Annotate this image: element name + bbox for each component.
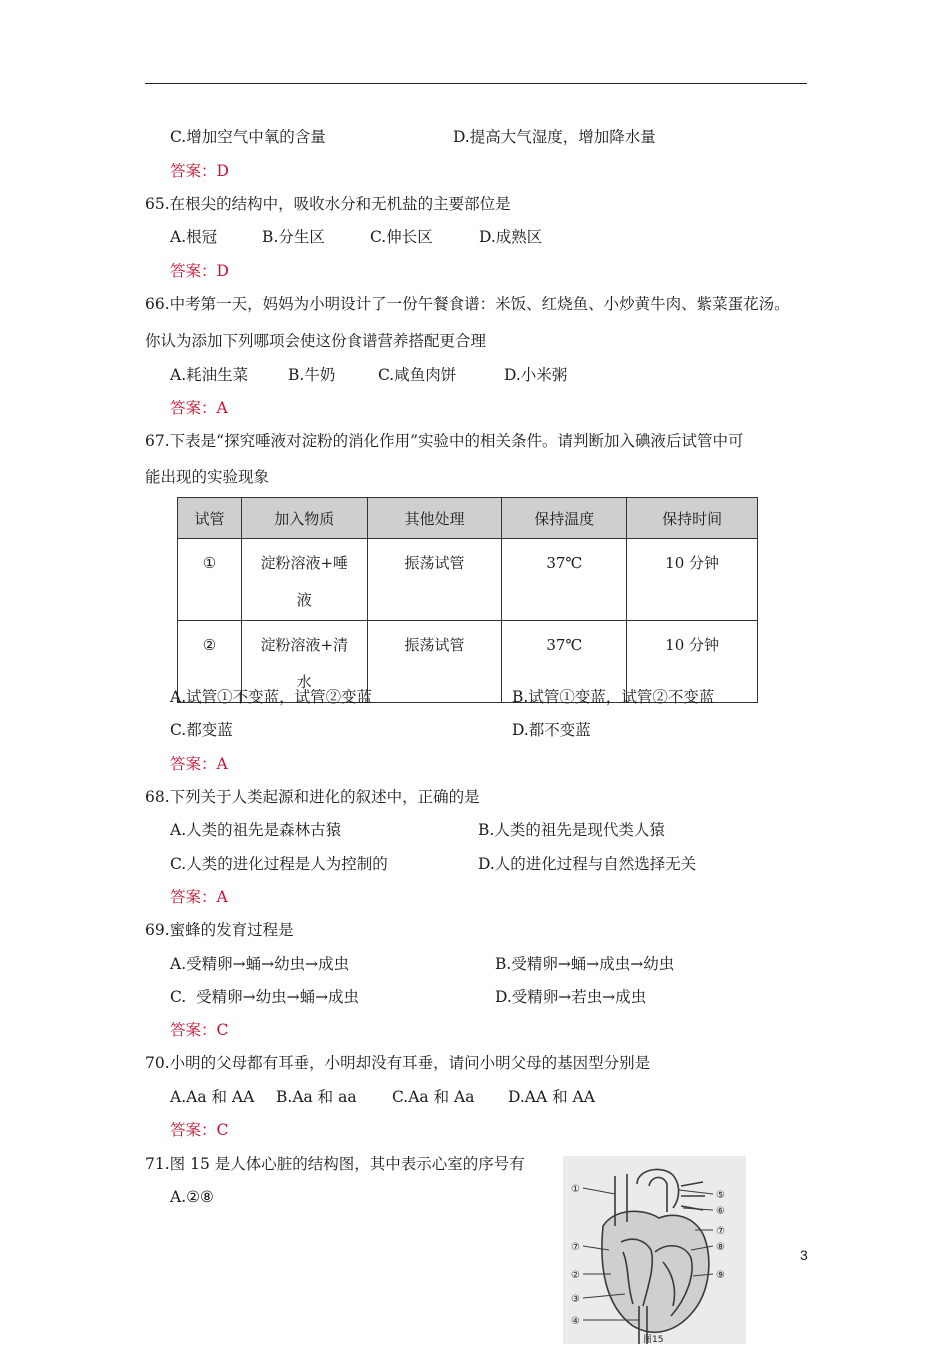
header-temperature: 保持温度	[502, 498, 627, 539]
header-substance: 加入物质	[241, 498, 367, 539]
cell-tube: ②	[178, 621, 242, 703]
q67-option-a: A.试管①不变蓝，试管②变蓝	[170, 688, 373, 706]
q67-option-c: C.都变蓝	[170, 721, 233, 739]
fig-label-right: ⑦	[716, 1226, 725, 1237]
q66-option-c: C.咸鱼肉饼	[378, 366, 457, 384]
q64-option-d: D.提高大气湿度，增加降水量	[453, 128, 656, 146]
cell-time: 10 分钟	[627, 539, 758, 621]
cell-substance: 淀粉溶液+清 水	[241, 621, 367, 703]
q65-answer: 答案：D	[170, 262, 229, 280]
heart-diagram-figure	[563, 1156, 746, 1344]
q67-stem-line2: 能出现的实验现象	[145, 468, 270, 486]
q69-stem: 69.蜜蜂的发育过程是	[145, 921, 294, 939]
q70-answer: 答案：C	[170, 1121, 229, 1139]
cell-temperature: 37℃	[502, 539, 627, 621]
q66-option-a: A.耗油生菜	[170, 366, 249, 384]
heart-diagram	[563, 1156, 746, 1344]
q66-option-d: D.小米粥	[504, 366, 568, 384]
q65-option-c: C.伸长区	[370, 228, 433, 246]
q70-option-d: D.AA 和 AA	[508, 1088, 595, 1106]
q65-option-d: D.成熟区	[479, 228, 543, 246]
q69-answer: 答案：C	[170, 1021, 229, 1039]
q65-option-b: B.分生区	[262, 228, 325, 246]
header-tube: 试管	[178, 498, 242, 539]
q64-answer: 答案：D	[170, 162, 229, 180]
cell-processing: 振荡试管	[367, 539, 502, 621]
fig-label-right: ⑧	[716, 1242, 725, 1253]
cell-processing: 振荡试管	[367, 621, 502, 703]
fig-label-left: ②	[571, 1270, 580, 1281]
q68-option-b: B.人类的祖先是现代类人猿	[478, 821, 665, 839]
q64-option-c: C.增加空气中氧的含量	[170, 128, 326, 146]
q68-option-c: C.人类的进化过程是人为控制的	[170, 855, 388, 873]
cell-tube: ①	[178, 539, 242, 621]
q70-stem: 70.小明的父母都有耳垂，小明却没有耳垂，请问小明父母的基因型分别是	[145, 1054, 651, 1072]
table-row	[178, 539, 758, 621]
q66-option-b: B.牛奶	[288, 366, 336, 384]
q69-option-c: C. 受精卵→幼虫→蛹→成虫	[170, 988, 360, 1006]
q70-option-b: B.Aa 和 aa	[276, 1088, 357, 1106]
q69-option-a: A.受精卵→蛹→幼虫→成虫	[170, 955, 350, 973]
q67-option-b: B.试管①变蓝，试管②不变蓝	[512, 688, 715, 706]
q67-option-d: D.都不变蓝	[512, 721, 591, 739]
q70-option-c: C.Aa 和 Aa	[392, 1088, 475, 1106]
cell-temperature: 37℃	[502, 621, 627, 703]
header-time: 保持时间	[627, 498, 758, 539]
header-processing: 其他处理	[367, 498, 502, 539]
q68-option-a: A.人类的祖先是森林古猿	[170, 821, 342, 839]
fig-label-right: ⑥	[716, 1206, 725, 1217]
q70-option-a: A.Aa 和 AA	[170, 1088, 255, 1106]
q68-stem: 68.下列关于人类起源和进化的叙述中，正确的是	[145, 788, 480, 806]
q67-answer: 答案：A	[170, 755, 228, 773]
fig-label-left: ③	[571, 1294, 580, 1305]
table-header-row	[178, 498, 758, 539]
q66-stem-line1: 66.中考第一天，妈妈为小明设计了一份午餐食谱：米饭、红烧鱼、小炒黄牛肉、紫菜蛋花汤。	[145, 295, 790, 313]
q66-answer: 答案：A	[170, 399, 228, 417]
fig-label-left: ①	[571, 1184, 580, 1195]
fig-label-right: ⑨	[716, 1270, 725, 1281]
figure-caption: 图15	[643, 1335, 664, 1344]
q65-stem: 65.在根尖的结构中，吸收水分和无机盐的主要部位是	[145, 195, 511, 213]
q67-stem-line1: 67.下表是“探究唾液对淀粉的消化作用”实验中的相关条件。请判断加入碘液后试管中可	[145, 432, 744, 450]
fig-label-right: ⑤	[716, 1190, 725, 1201]
q66-stem-line2: 你认为添加下列哪项会使这份食谱营养搭配更合理	[145, 332, 487, 350]
cell-substance: 淀粉溶液+唾 液	[241, 539, 367, 621]
q69-option-b: B.受精卵→蛹→成虫→幼虫	[495, 955, 675, 973]
page-number: 3	[800, 1247, 808, 1263]
header-rule	[145, 83, 807, 84]
fig-label-left: ⑦	[571, 1242, 580, 1253]
q71-stem: 71.图 15 是人体心脏的结构图，其中表示心室的序号有	[145, 1155, 525, 1173]
q71-option-a: A.②⑧	[170, 1188, 214, 1206]
q69-option-d: D.受精卵→若虫→成虫	[495, 988, 647, 1006]
fig-label-left: ④	[571, 1316, 580, 1327]
q68-option-d: D.人的进化过程与自然选择无关	[478, 855, 697, 873]
experiment-table	[177, 497, 758, 703]
q65-option-a: A.根冠	[170, 228, 218, 246]
q68-answer: 答案：A	[170, 888, 228, 906]
cell-time: 10 分钟	[627, 621, 758, 703]
